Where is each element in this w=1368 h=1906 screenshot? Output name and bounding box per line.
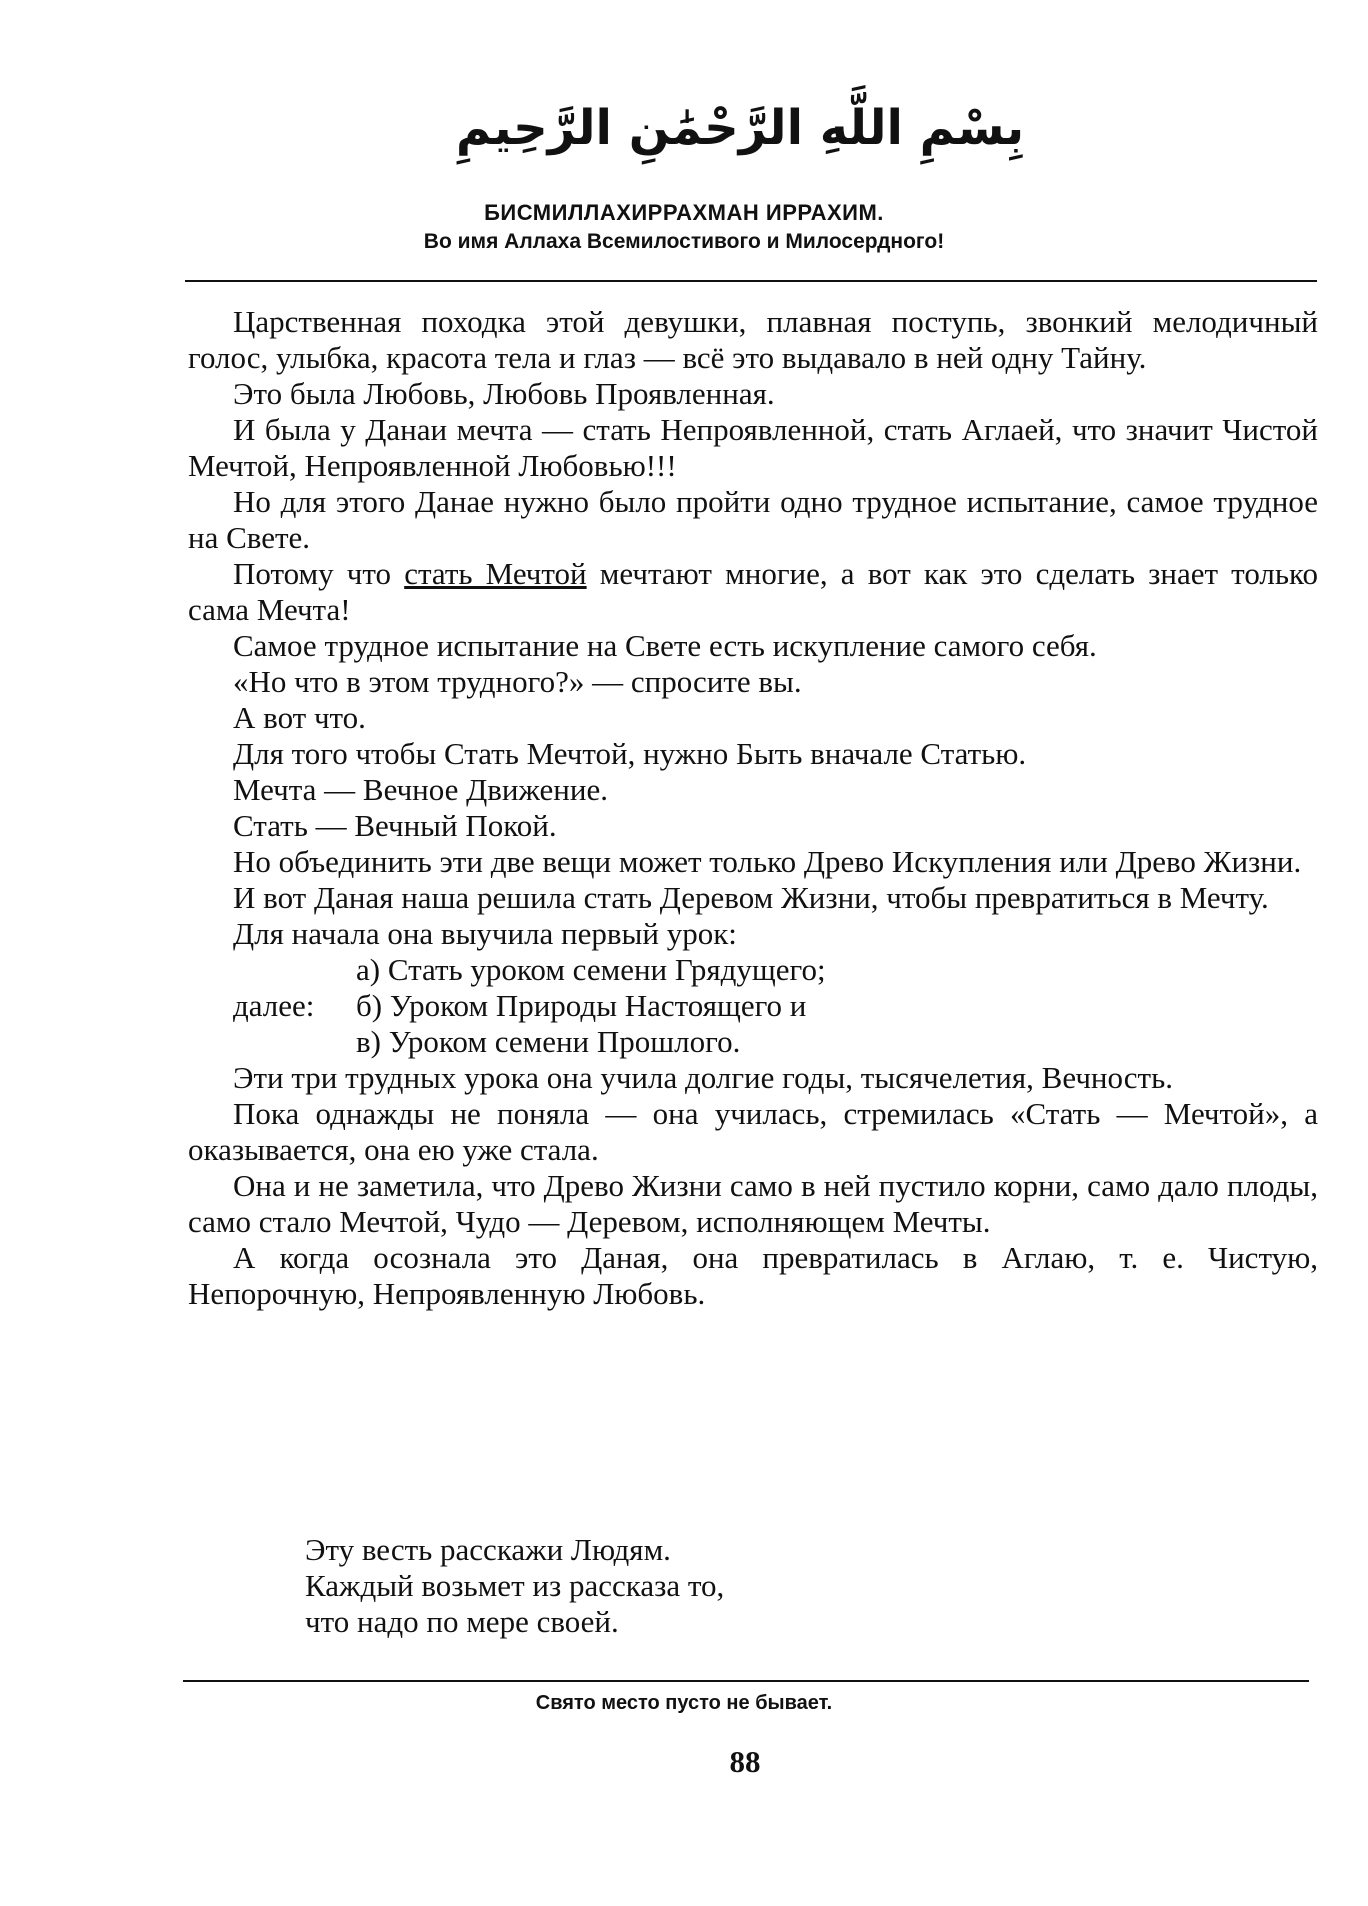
lesson-item <box>188 952 1318 988</box>
paragraph: И была у Данаи мечта — стать Непроявленной, стать Аглаей, что значит Чистой Мечтой, Непроявленной Любовью!!! <box>188 412 1318 483</box>
paragraph: Это была Любовь, Любовь Проявленная. <box>233 376 775 411</box>
arabic-text: بِسْمِ اللَّهِ الرَّحْمَٰنِ الرَّحِيمِ <box>455 100 1025 156</box>
underlined-phrase: стать Мечтой <box>404 556 587 591</box>
paragraph: Стать — Вечный Покой. <box>233 808 557 843</box>
text-span: Потому что <box>233 556 405 591</box>
bismillah-calligraphy <box>0 82 1368 174</box>
lesson-text: б) Уроком Природы Настоящего и <box>356 988 807 1023</box>
paragraph: Эти три трудных урока она учила долгие годы, тысячелетия, Вечность. <box>233 1060 1173 1095</box>
page-number: 88 <box>729 1744 761 1779</box>
paragraph <box>188 556 1318 628</box>
footer-proverb: Свято место пусто не бывает. <box>535 1692 833 1714</box>
paragraph: Мечта — Вечное Движение. <box>233 772 608 807</box>
lesson-lead: далее: <box>233 988 315 1023</box>
lesson-lead <box>188 1024 356 1060</box>
paragraph: «Но что в этом трудного?» — спросите вы. <box>233 664 802 699</box>
lesson-text: а) Стать уроком семени Грядущего; <box>356 952 826 987</box>
paragraph: Она и не заметила, что Древо Жизни само в ней пустило корни, само дало плоды, само стало Мечтой, Чудо — Деревом, исполняющем Мечты. <box>188 1168 1318 1239</box>
lesson-lead <box>188 952 356 988</box>
verse-line: что надо по мере своей. <box>305 1604 619 1639</box>
lessons-list <box>188 952 1318 1060</box>
paragraph: Но объединить эти две вещи может только Древо Искупления или Древо Жизни. <box>233 844 1302 879</box>
paragraph: А когда осознала это Даная, она превратилась в Аглаю, т. е. Чистую, Непорочную, Непроявленную Любовь. <box>188 1240 1318 1311</box>
closing-verse <box>305 1532 724 1640</box>
lesson-text: в) Уроком семени Прошлого. <box>356 1024 741 1059</box>
bismillah-title: БИСМИЛЛАХИРРАХМАН ИРРАХИМ. <box>484 200 884 225</box>
paragraph: Царственная походка этой девушки, плавная поступь, звонкий мелодичный голос, улыбка, красота тела и глаз — всё это выдавало в ней одну Тайну. <box>188 304 1318 375</box>
verse-line: Каждый возьмет из рассказа то, <box>305 1568 725 1603</box>
lesson-item <box>188 1024 1318 1060</box>
paragraph: Для начала она выучила первый урок: <box>233 916 737 951</box>
bismillah-translation: Во имя Аллаха Всемилостивого и Милосердного! <box>423 230 945 253</box>
top-divider <box>185 280 1317 282</box>
paragraph: Самое трудное испытание на Свете есть искупление самого себя. <box>233 628 1097 663</box>
verse-line: Эту весть расскажи Людям. <box>305 1532 671 1567</box>
bottom-divider <box>183 1680 1309 1682</box>
paragraph: Для того чтобы Стать Мечтой, нужно Быть вначале Статью. <box>233 736 1027 771</box>
lesson-item <box>188 988 1318 1024</box>
text-span: мечтают многие, а вот как это сделать знает только сама Мечта! <box>188 556 1319 627</box>
paragraph: И вот Даная наша решила стать Деревом Жизни, чтобы превратиться в Мечту. <box>233 880 1269 915</box>
paragraph: Пока однажды не поняла — она училась, стремилась «Стать — Мечтой», а оказывается, она ею уже стала. <box>188 1096 1318 1167</box>
paragraph: А вот что. <box>233 700 366 735</box>
main-text <box>188 304 1318 1312</box>
paragraph: Но для этого Данае нужно было пройти одно трудное испытание, самое трудное на Свете. <box>188 484 1318 555</box>
